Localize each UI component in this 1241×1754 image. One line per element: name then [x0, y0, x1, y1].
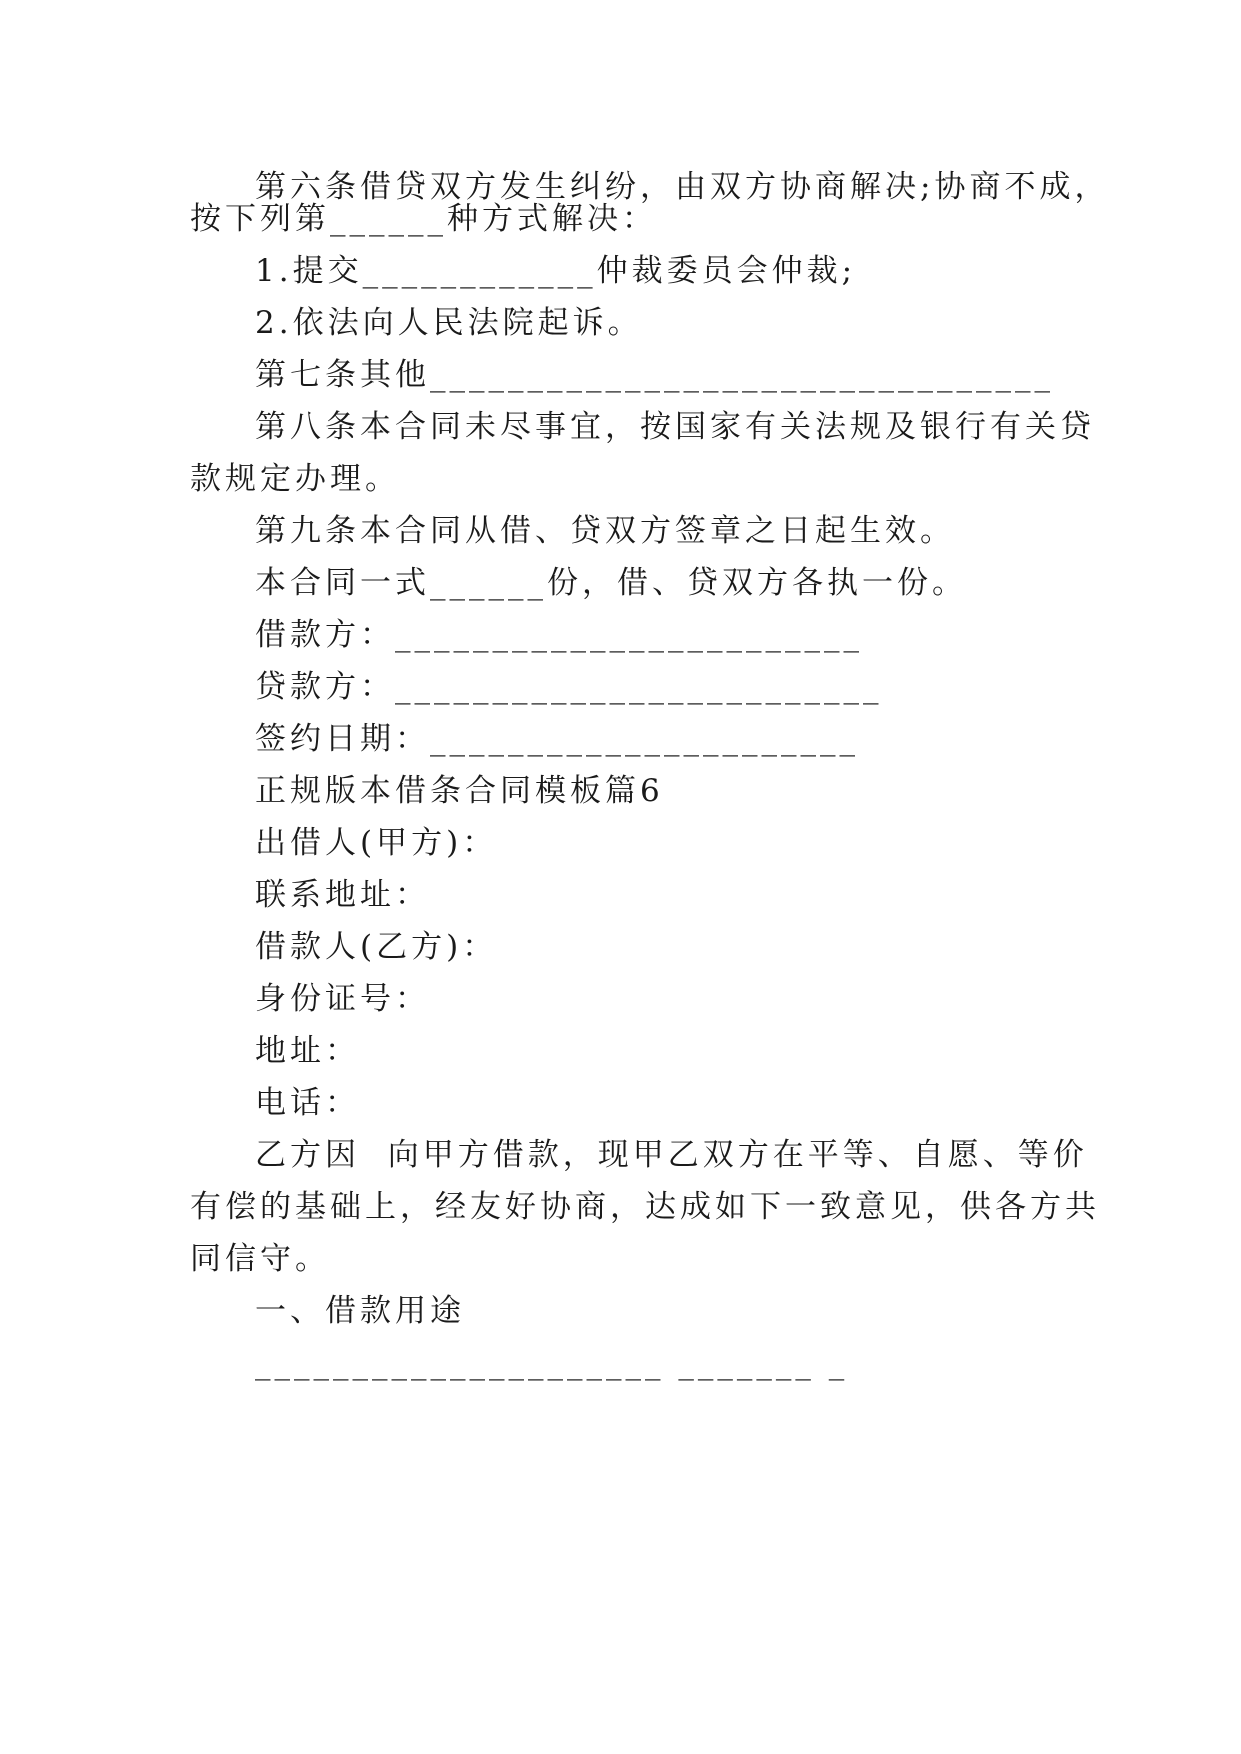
id-number: 身份证号：: [255, 981, 430, 1017]
article-8-line-1: 第八条本合同未尽事宜，按国家有关法规及银行有关贷: [255, 409, 1095, 445]
article-9: 第九条本合同从借、贷双方签章之日起生效。: [255, 513, 955, 549]
phone: 电话：: [255, 1085, 360, 1121]
section-1-loan-purpose: 一、借款用途: [255, 1293, 465, 1329]
preamble-line-1: 乙方因 向甲方借款，现甲乙双方在平等、自愿、等价: [255, 1137, 1088, 1173]
borrower-party-b: 借款人(乙方)：: [255, 929, 498, 965]
signing-date-line: 签约日期：______________________: [255, 721, 859, 757]
address: 地址：: [255, 1033, 360, 1069]
borrower-signature-line: 借款方：________________________: [255, 617, 863, 653]
copies-clause: 本合同一式______份，借、贷双方各执一份。: [255, 565, 967, 601]
lender-signature-line: 贷款方：_________________________: [255, 669, 883, 705]
preamble-line-3: 同信守。: [190, 1241, 330, 1277]
preamble-line-2: 有偿的基础上，经友好协商，达成如下一致意见，供各方共: [190, 1189, 1100, 1225]
section-heading-6: 正规版本借条合同模板篇6: [255, 773, 664, 809]
lender-party-a: 出借人(甲方)：: [255, 825, 498, 861]
option-2-litigation: 2.依法向人民法院起诉。: [255, 305, 643, 341]
article-6-line-1: 第六条借贷双方发生纠纷，由双方协商解决;协商不成，: [255, 169, 1110, 205]
option-1-arbitration: 1.提交____________仲裁委员会仲裁;: [255, 253, 857, 289]
loan-purpose-blank-line: _____________________ _______ _: [255, 1345, 849, 1381]
article-6-line-2: 按下列第______种方式解决：: [190, 201, 657, 237]
article-7: 第七条其他________________________________: [255, 357, 1054, 393]
article-8-line-2: 款规定办理。: [190, 461, 400, 497]
contact-address: 联系地址：: [255, 877, 430, 913]
